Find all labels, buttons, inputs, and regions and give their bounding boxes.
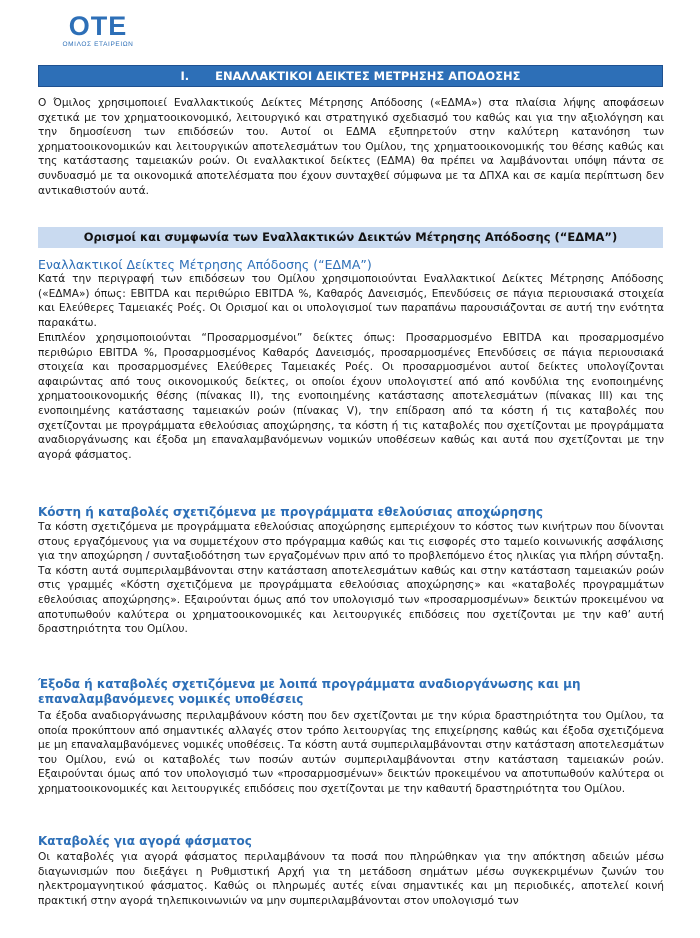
heading-spectrum: Καταβολές για αγορά φάσματος <box>38 834 252 848</box>
logo-mark: ΟΤΕ <box>68 11 128 41</box>
logo-subtitle: ΟΜΙΛΟΣ ΕΤΑΙΡΕΙΩΝ <box>62 41 134 48</box>
voluntary-exit-paragraph: Τα κόστη σχετιζόμενα με προγράμματα εθελούσιας αποχώρησης εμπεριέχουν το κόστος των κινήτρων που δίνονται στους εργαζόμενους για να συμμετέχουν στο πρόγραμμα καθώς και τις εισφορές στο ταμείο κοινωνικής ασφάλισης για την αποχώρηση / συνταξιοδότηση των εργαζομένων πριν από το προβλεπόμενο έτος ηλικίας για πλήρη σύνταξη. Τα κόστη αυτά συμπεριλαμβάνονται στην κατάσταση αποτελεσμάτων καθώς και στην κατάσταση ταμειακών ροών στις γραμμές «Κόστη σχετιζόμενα με προγράμματα εθελούσιας αποχώρησης» και «καταβολές προγραμμάτων εθελούσιας αποχώρησης». Εξαιρούνται όμως από τον υπολογισμό των «προσαρμοσμένων» δεικτών προκειμένου να αποτυπωθούν καλύτερα οι χρηματοοικονομικές και λειτουργικές επιδόσεις που σχετίζονται με την καθ’ αυτή δραστηριότητα του Ομίλου. <box>38 521 664 636</box>
section-header-bar <box>38 65 663 87</box>
section-number: I. <box>180 69 190 83</box>
edma-paragraph-1: Κατά την περιγραφή των επιδόσεων του Ομίλου χρησιμοποιούνται Εναλλακτικοί Δείκτες Μέτρησης Απόδοσης («ΕΔΜΑ») όπως: EBITDA και περιθώριο EBITDA %, Καθαρός Δανεισμός, Επενδύσεις σε πάγια περιουσιακά στοιχεία και Ελεύθερες Ταμειακές Ροές. Οι Ορισμοί και οι υπολογισμοί των παραπάνω παρουσιάζονται σε αυτή την ενότητα παρακάτω. <box>38 273 664 329</box>
heading-voluntary-exit: Κόστη ή καταβολές σχετιζόμενα με προγράμματα εθελούσιας αποχώρησης <box>38 505 543 519</box>
heading-edma: Εναλλακτικοί Δείκτες Μέτρησης Απόδοσης (“ΕΔΜΑ”) <box>38 257 372 272</box>
spectrum-paragraph: Οι καταβολές για αγορά φάσματος περιλαμβάνουν τα ποσά που πληρώθηκαν για την απόκτηση αδειών μέσω διαγωνισμών που διεξάγει η Ρυθμιστική Αρχή για τη μετάδοση σημάτων μέσω συγκεκριμένων ζωνών του ηλεκτρομαγνητικού φάσματος. Καθώς οι πληρωμές αυτές είναι σημαντικές και μη περιοδικές, αποτελεί κοινή πρακτική στην αγορά τηλεπικοινωνιών να μην συμπεριλαμβάνονται στον υπολογισμό των <box>38 851 664 907</box>
section-title: ΕΝΑΛΛΑΚΤΙΚΟΙ ΔΕΙΚΤΕΣ ΜΕΤΡΗΣΗΣ ΑΠΟΔΟΣΗΣ <box>215 69 521 83</box>
restructuring-paragraph: Τα έξοδα αναδιοργάνωσης περιλαμβάνουν κόστη που δεν σχετίζονται με την κύρια δραστηριότητα του Ομίλου, τα οποία προκύπτουν από σημαντικές αλλαγές στον τρόπο λειτουργίας της επιχείρησης καθώς και έξοδα σχετιζόμενα με μη επαναλαμβανόμενες νομικές υποθέσεις. Τα κόστη αυτά συμπεριλαμβάνονται στην κατάσταση αποτελεσμάτων του Ομίλου, ενώ οι καταβολές των ποσών αυτών συμπεριλαμβάνονται στην κατάσταση ταμειακών ροών. Εξαιρούνται όμως από τον υπολογισμό των «προσαρμοσμένων» δεικτών προκειμένου να αποτυπωθούν καλύτερα οι χρηματοοικονομικές και λειτουργικές επιδόσεις που σχετίζονται με την καθαυτή δραστηριότητα του Ομίλου. <box>38 710 664 795</box>
heading-restructuring: Έξοδα ή καταβολές σχετιζόμενα με λοιπά προγράμματα αναδιοργάνωσης και μη επαναλαμβανόμενες νομικές υποθέσεις <box>38 677 581 706</box>
subsection-title: Ορισμοί και συμφωνία των Εναλλακτικών Δεικτών Μέτρησης Απόδοσης (“ΕΔΜΑ”) <box>38 227 663 248</box>
intro-paragraph: Ο Όμιλος χρησιμοποιεί Εναλλακτικούς Δείκτες Μέτρησης Απόδοσης («ΕΔΜΑ») στα πλαίσια λήψης αποφάσεων σχετικά με τον χρηματοοικονομικό, λειτουργικό και στρατηγικό σχεδιασμό του καθώς και για την αξιολόγηση και την δημοσίευση των επιδόσεών του. Αυτοί οι ΕΔΜΑ εξυπηρετούν στην καλύτερη κατανόηση των χρηματοοικονομικών και λειτουργικών αποτελεσμάτων του Ομίλου, της χρηματοοικονομικής του θέσης καθώς και της κατάστασης ταμειακών ροών. Οι εναλλακτικοί δείκτες (ΕΔΜΑ) θα πρέπει να λαμβάνονται υπόψη πάντα σε συνδυασμό με τα οικονομικά αποτελέσματα που έχουν συνταχθεί σύμφωνα με τα ΔΠΧΑ και σε καμία περίπτωση δεν αντικαθιστούν αυτά. <box>38 97 664 197</box>
edma-paragraph-2: Επιπλέον χρησιμοποιούνται “Προσαρμοσμένοι” δείκτες όπως: Προσαρμοσμένο EBITDA και προσαρμοσμένο περιθώριο EBITDA %, Προσαρμοσμένος Καθαρός Δανεισμός, προσαρμοσμένες Επενδύσεις σε πάγια περιουσιακά στοιχεία και προσαρμοσμένες Ελεύθερες Ταμειακές Ροές. Οι προσαρμοσμένοι αυτοί δείκτες υπολογίζονται αφαιρώντας από τους οικονομικούς δείκτες, οι οποίοι έχουν υπολογιστεί από από κονδύλια της ενοποιημένης χρηματοοικονομικής θέσης (πίνακας ΙΙ), της ενοποιημένης κατάστασης αποτελεσμάτων (πίνακας ΙΙΙ) και της ενοποιημένης κατάστασης ταμειακών ροών (πίνακας V), την επίδραση από τα κόστη ή τις καταβολές που σχετίζονται με προγράμματα εθελούσιας αποχώρησης, τα κόστη ή τις καταβολές που σχετίζονται με προγράμματα αναδιοργάνωσης και έξοδα μη επαναλαμβανόμενων νομικών υποθέσεων καθώς και αυτά που σχετίζονται με την αγορά φάσματος. <box>38 332 664 461</box>
ote-logo <box>38 12 158 48</box>
